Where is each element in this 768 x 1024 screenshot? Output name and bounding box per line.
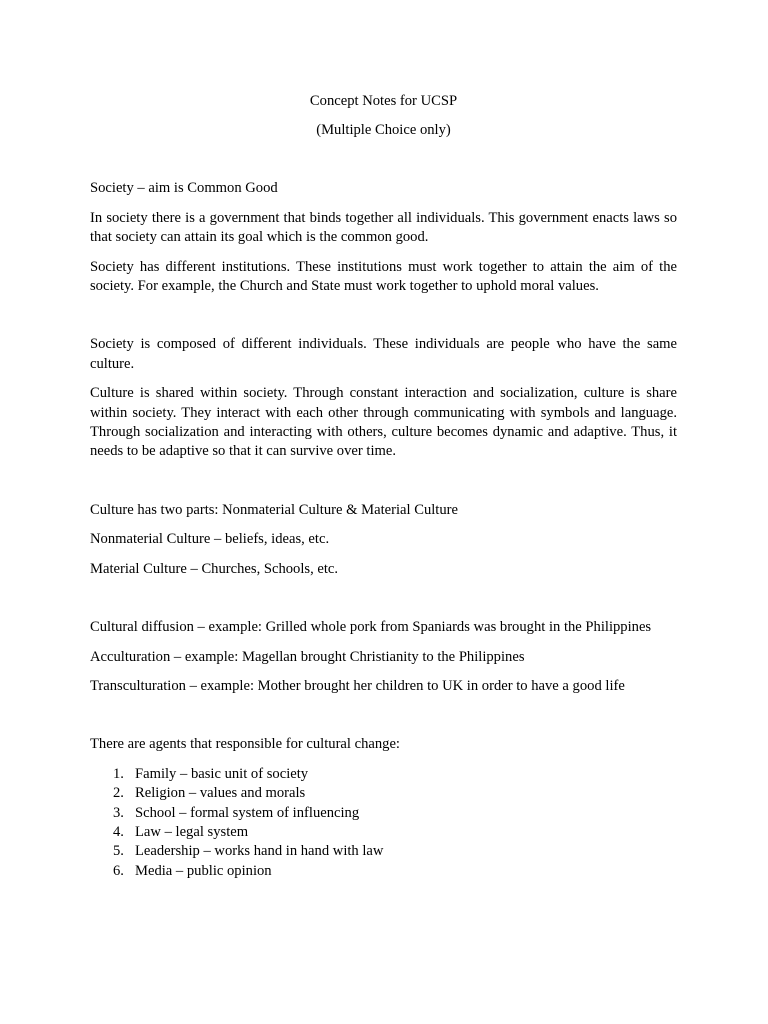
list-item-text: Family – basic unit of society [135,765,309,782]
list-item-text: Leadership – works hand in hand with law [135,843,384,860]
paragraph-cultural-diffusion: Cultural diffusion – example: Grilled whole pork from Spaniards was brought in the Philippines [90,619,652,636]
list-item-number: 5. [113,843,124,860]
paragraph-material-culture: Material Culture – Churches, Schools, etc. [90,560,339,577]
list-item-number: 4. [113,823,124,840]
list-item-number: 6. [113,862,124,879]
paragraph-acculturation: Acculturation – example: Magellan brought Christianity to the Philippines [90,648,525,665]
document-subtitle: (Multiple Choice only) [316,122,451,138]
paragraph-government: In society there is a government that binds together all individuals. This government enacts laws so that society can attain its goal which is the common good. [90,209,677,246]
list-item-text: School – formal system of influencing [135,804,360,821]
paragraph-agents-intro: There are agents that responsible for cultural change: [90,736,400,753]
paragraph-institutions: Society has different institutions. These institutions must work together to attain the aim of the society. For example, the Church and State must work together to uphold moral values. [90,258,677,295]
list-item-text: Religion – values and morals [135,785,306,802]
list-item [90,842,677,861]
paragraph-culture-shared: Culture is shared within society. Through constant interaction and socialization, culture is share within society. They interact with each other through communicating with symbols and language. Through socialization and interacting with others, culture becomes dynamic and adaptive. Thus, it needs to be adaptive so that it can survive over time. [90,385,677,460]
list-item [90,823,677,842]
paragraph-culture-parts: Culture has two parts: Nonmaterial Culture & Material Culture [90,501,459,518]
paragraph-nonmaterial-culture: Nonmaterial Culture – beliefs, ideas, etc. [90,531,330,548]
paragraph-individuals: Society is composed of different individuals. These individuals are people who have the same culture. [90,336,677,372]
list-item-number: 1. [113,765,124,782]
agents-list [90,765,677,881]
section-society-heading: Society – aim is Common Good [90,180,278,197]
list-item [90,765,677,784]
document-page [90,92,677,881]
list-item [90,862,677,881]
list-item-text: Law – legal system [135,823,249,840]
document-title: Concept Notes for UCSP [309,93,458,109]
paragraph-transculturation: Transculturation – example: Mother brought her children to UK in order to have a good life [90,677,625,694]
list-item [90,804,677,823]
list-item-number: 2. [113,785,124,802]
list-item-number: 3. [113,804,124,821]
list-item [90,784,677,803]
list-item-text: Media – public opinion [135,862,272,879]
